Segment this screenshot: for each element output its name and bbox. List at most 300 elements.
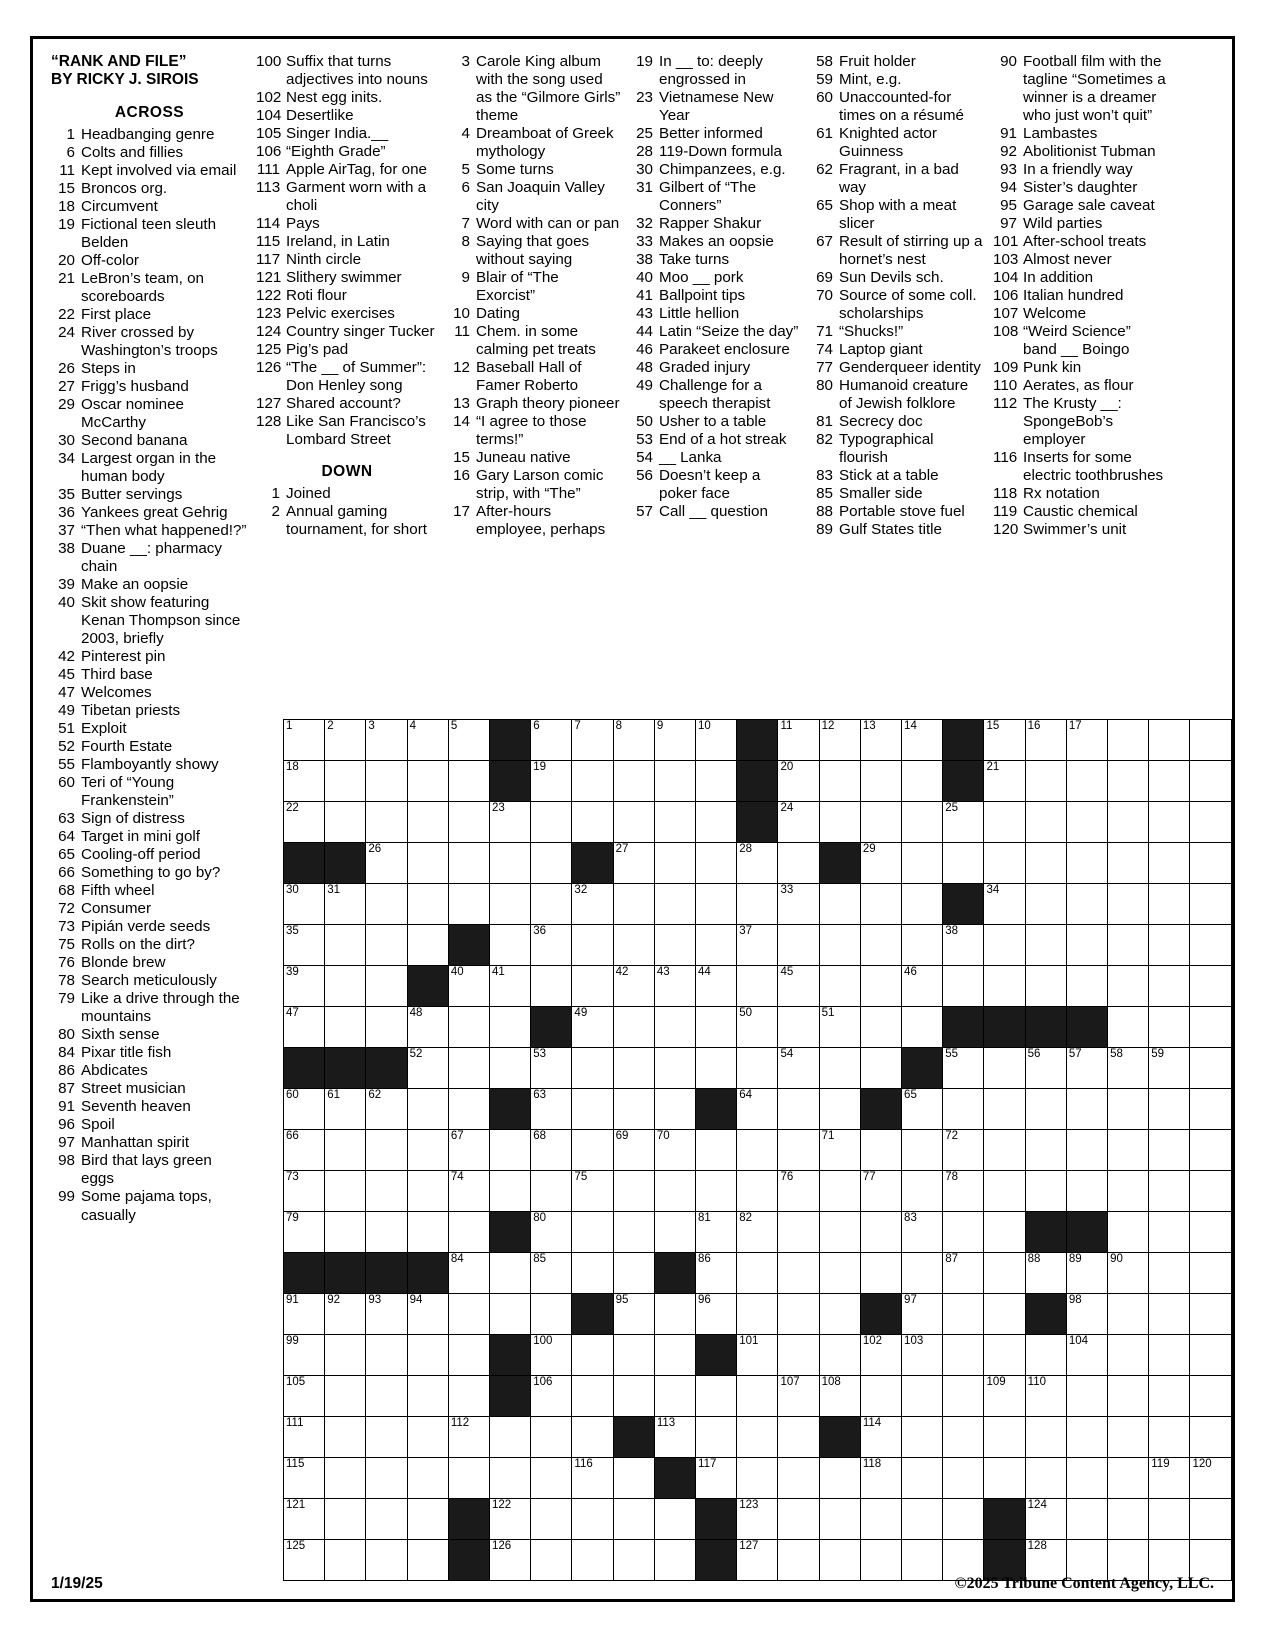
grid-cell[interactable] [490, 1007, 531, 1048]
grid-cell[interactable] [943, 843, 984, 884]
grid-cell[interactable] [407, 884, 448, 925]
grid-cell[interactable] [1066, 1130, 1107, 1171]
grid-cell[interactable] [531, 1253, 572, 1294]
grid-cell[interactable] [366, 720, 407, 761]
grid-cell[interactable] [1190, 802, 1232, 843]
grid-cell[interactable] [1108, 1171, 1149, 1212]
grid-cell[interactable] [613, 761, 654, 802]
grid-cell[interactable] [696, 1130, 737, 1171]
grid-cell[interactable] [284, 1376, 325, 1417]
grid-cell[interactable] [613, 1048, 654, 1089]
grid-cell[interactable] [613, 1253, 654, 1294]
grid-cell[interactable] [366, 884, 407, 925]
grid-cell[interactable] [490, 1458, 531, 1499]
grid-cell[interactable] [737, 1171, 778, 1212]
grid-cell[interactable] [1108, 1253, 1149, 1294]
grid-cell[interactable] [1066, 1335, 1107, 1376]
grid-cell[interactable] [490, 1171, 531, 1212]
grid-cell[interactable] [778, 1417, 819, 1458]
grid-cell[interactable] [613, 720, 654, 761]
grid-cell[interactable] [819, 925, 860, 966]
grid-cell[interactable] [902, 1417, 943, 1458]
grid-cell[interactable] [778, 966, 819, 1007]
grid-cell[interactable] [407, 1376, 448, 1417]
grid-cell[interactable] [1025, 802, 1066, 843]
grid-cell[interactable] [819, 1212, 860, 1253]
grid-cell[interactable] [1149, 1294, 1190, 1335]
grid-cell[interactable] [1025, 1048, 1066, 1089]
grid-cell[interactable] [819, 1089, 860, 1130]
grid-cell[interactable] [531, 925, 572, 966]
grid-cell[interactable] [531, 802, 572, 843]
grid-cell[interactable] [696, 1171, 737, 1212]
grid-cell[interactable] [284, 1212, 325, 1253]
grid-cell[interactable] [572, 720, 613, 761]
grid-cell[interactable] [1149, 1007, 1190, 1048]
grid-cell[interactable] [407, 720, 448, 761]
grid-cell[interactable] [407, 1089, 448, 1130]
grid-cell[interactable] [1149, 1130, 1190, 1171]
grid-cell[interactable] [490, 1417, 531, 1458]
grid-cell[interactable] [490, 1130, 531, 1171]
grid-cell[interactable] [943, 1458, 984, 1499]
grid-cell[interactable] [737, 843, 778, 884]
grid-cell[interactable] [737, 925, 778, 966]
grid-cell[interactable] [1190, 966, 1232, 1007]
grid-cell[interactable] [325, 1335, 366, 1376]
grid-cell[interactable] [654, 1130, 695, 1171]
grid-cell[interactable] [572, 1048, 613, 1089]
grid-cell[interactable] [902, 1458, 943, 1499]
grid-cell[interactable] [654, 1089, 695, 1130]
grid-cell[interactable] [1149, 1253, 1190, 1294]
grid-cell[interactable] [902, 761, 943, 802]
grid-cell[interactable] [696, 1212, 737, 1253]
grid-cell[interactable] [284, 1499, 325, 1540]
grid-cell[interactable] [737, 1335, 778, 1376]
grid-cell[interactable] [1190, 1130, 1232, 1171]
grid-cell[interactable] [654, 1007, 695, 1048]
grid-cell[interactable] [613, 966, 654, 1007]
grid-cell[interactable] [778, 1048, 819, 1089]
grid-cell[interactable] [1066, 966, 1107, 1007]
grid-cell[interactable] [1025, 761, 1066, 802]
grid-cell[interactable] [572, 1458, 613, 1499]
grid-cell[interactable] [654, 802, 695, 843]
grid-cell[interactable] [819, 966, 860, 1007]
grid-cell[interactable] [1066, 925, 1107, 966]
grid-cell[interactable] [696, 1048, 737, 1089]
grid-cell[interactable] [531, 1048, 572, 1089]
grid-cell[interactable] [1149, 802, 1190, 843]
grid-cell[interactable] [572, 1171, 613, 1212]
grid-cell[interactable] [778, 1253, 819, 1294]
grid-cell[interactable] [860, 1499, 901, 1540]
grid-cell[interactable] [325, 1171, 366, 1212]
grid-cell[interactable] [531, 720, 572, 761]
grid-cell[interactable] [943, 802, 984, 843]
grid-cell[interactable] [572, 1335, 613, 1376]
grid-cell[interactable] [1190, 1171, 1232, 1212]
grid-cell[interactable] [1025, 1417, 1066, 1458]
grid-cell[interactable] [366, 802, 407, 843]
grid-cell[interactable] [284, 966, 325, 1007]
grid-cell[interactable] [737, 1417, 778, 1458]
grid-cell[interactable] [778, 1458, 819, 1499]
grid-cell[interactable] [613, 1171, 654, 1212]
grid-cell[interactable] [531, 761, 572, 802]
grid-cell[interactable] [407, 1212, 448, 1253]
grid-cell[interactable] [1108, 1376, 1149, 1417]
grid-cell[interactable] [366, 966, 407, 1007]
grid-cell[interactable] [284, 1171, 325, 1212]
grid-cell[interactable] [778, 884, 819, 925]
grid-cell[interactable] [1066, 843, 1107, 884]
grid-cell[interactable] [778, 1089, 819, 1130]
grid-cell[interactable] [902, 1089, 943, 1130]
grid-cell[interactable] [1108, 1294, 1149, 1335]
grid-cell[interactable] [778, 1130, 819, 1171]
grid-cell[interactable] [654, 1048, 695, 1089]
grid-cell[interactable] [1025, 966, 1066, 1007]
grid-cell[interactable] [448, 843, 489, 884]
grid-cell[interactable] [654, 761, 695, 802]
grid-cell[interactable] [490, 843, 531, 884]
grid-cell[interactable] [778, 1294, 819, 1335]
grid-cell[interactable] [613, 1212, 654, 1253]
grid-cell[interactable] [407, 1007, 448, 1048]
grid-cell[interactable] [366, 1007, 407, 1048]
grid-cell[interactable] [1025, 1089, 1066, 1130]
grid-cell[interactable] [943, 1253, 984, 1294]
grid-cell[interactable] [1025, 1253, 1066, 1294]
grid-cell[interactable] [654, 1171, 695, 1212]
grid-cell[interactable] [1149, 843, 1190, 884]
grid-cell[interactable] [325, 1458, 366, 1499]
grid-cell[interactable] [490, 1048, 531, 1089]
grid-cell[interactable] [860, 1212, 901, 1253]
grid-cell[interactable] [1190, 1376, 1232, 1417]
grid-cell[interactable] [696, 1417, 737, 1458]
grid-cell[interactable] [490, 1499, 531, 1540]
grid-cell[interactable] [448, 1417, 489, 1458]
grid-cell[interactable] [572, 1253, 613, 1294]
grid-cell[interactable] [1190, 1253, 1232, 1294]
grid-cell[interactable] [572, 966, 613, 1007]
grid-cell[interactable] [860, 925, 901, 966]
grid-cell[interactable] [366, 1130, 407, 1171]
grid-cell[interactable] [1108, 1048, 1149, 1089]
grid-cell[interactable] [284, 1417, 325, 1458]
grid-cell[interactable] [943, 1417, 984, 1458]
grid-cell[interactable] [1108, 761, 1149, 802]
grid-cell[interactable] [737, 1499, 778, 1540]
grid-cell[interactable] [984, 1089, 1025, 1130]
grid-cell[interactable] [366, 1212, 407, 1253]
grid-cell[interactable] [943, 1499, 984, 1540]
grid-cell[interactable] [613, 1458, 654, 1499]
grid-cell[interactable] [860, 1130, 901, 1171]
grid-cell[interactable] [778, 1212, 819, 1253]
grid-cell[interactable] [819, 802, 860, 843]
grid-cell[interactable] [902, 843, 943, 884]
grid-cell[interactable] [407, 1417, 448, 1458]
grid-cell[interactable] [1066, 884, 1107, 925]
grid-cell[interactable] [366, 1335, 407, 1376]
grid-cell[interactable] [284, 925, 325, 966]
grid-cell[interactable] [325, 925, 366, 966]
grid-cell[interactable] [984, 1335, 1025, 1376]
grid-cell[interactable] [1108, 1212, 1149, 1253]
grid-cell[interactable] [943, 925, 984, 966]
grid-cell[interactable] [325, 1376, 366, 1417]
grid-cell[interactable] [902, 802, 943, 843]
crossword-grid-table[interactable] [283, 719, 1232, 1581]
grid-cell[interactable] [613, 884, 654, 925]
grid-cell[interactable] [860, 1007, 901, 1048]
grid-cell[interactable] [1066, 1417, 1107, 1458]
grid-cell[interactable] [819, 1048, 860, 1089]
grid-cell[interactable] [1190, 884, 1232, 925]
grid-cell[interactable] [284, 1007, 325, 1048]
grid-cell[interactable] [1066, 1376, 1107, 1417]
grid-cell[interactable] [325, 1212, 366, 1253]
grid-cell[interactable] [696, 1376, 737, 1417]
grid-cell[interactable] [1149, 1376, 1190, 1417]
grid-cell[interactable] [984, 925, 1025, 966]
grid-cell[interactable] [984, 1130, 1025, 1171]
grid-cell[interactable] [325, 761, 366, 802]
grid-cell[interactable] [860, 1048, 901, 1089]
grid-cell[interactable] [1025, 1499, 1066, 1540]
grid-cell[interactable] [819, 1376, 860, 1417]
grid-cell[interactable] [860, 720, 901, 761]
grid-cell[interactable] [654, 843, 695, 884]
grid-cell[interactable] [531, 1171, 572, 1212]
grid-cell[interactable] [448, 1089, 489, 1130]
grid-cell[interactable] [448, 1048, 489, 1089]
grid-cell[interactable] [737, 1376, 778, 1417]
grid-cell[interactable] [902, 925, 943, 966]
grid-cell[interactable] [778, 843, 819, 884]
grid-cell[interactable] [284, 1335, 325, 1376]
grid-cell[interactable] [613, 1335, 654, 1376]
grid-cell[interactable] [902, 1499, 943, 1540]
grid-cell[interactable] [984, 802, 1025, 843]
grid-cell[interactable] [1066, 720, 1107, 761]
grid-cell[interactable] [984, 720, 1025, 761]
grid-cell[interactable] [1066, 802, 1107, 843]
grid-cell[interactable] [984, 761, 1025, 802]
grid-cell[interactable] [819, 1335, 860, 1376]
grid-cell[interactable] [819, 1171, 860, 1212]
grid-cell[interactable] [696, 966, 737, 1007]
grid-cell[interactable] [819, 720, 860, 761]
grid-cell[interactable] [531, 1499, 572, 1540]
grid-cell[interactable] [1066, 761, 1107, 802]
grid-cell[interactable] [860, 1417, 901, 1458]
grid-cell[interactable] [860, 884, 901, 925]
grid-cell[interactable] [1108, 1089, 1149, 1130]
grid-cell[interactable] [902, 1212, 943, 1253]
grid-cell[interactable] [984, 1212, 1025, 1253]
grid-cell[interactable] [984, 843, 1025, 884]
grid-cell[interactable] [1149, 1089, 1190, 1130]
grid-cell[interactable] [737, 1048, 778, 1089]
grid-cell[interactable] [613, 1499, 654, 1540]
grid-cell[interactable] [613, 1007, 654, 1048]
grid-cell[interactable] [737, 1007, 778, 1048]
grid-cell[interactable] [654, 720, 695, 761]
grid-cell[interactable] [1190, 1458, 1232, 1499]
grid-cell[interactable] [1190, 720, 1232, 761]
grid-cell[interactable] [819, 1499, 860, 1540]
grid-cell[interactable] [1108, 1335, 1149, 1376]
grid-cell[interactable] [984, 884, 1025, 925]
grid-cell[interactable] [654, 966, 695, 1007]
grid-cell[interactable] [860, 761, 901, 802]
grid-cell[interactable] [448, 1007, 489, 1048]
grid-cell[interactable] [572, 1376, 613, 1417]
grid-cell[interactable] [1066, 1499, 1107, 1540]
grid-cell[interactable] [325, 1089, 366, 1130]
grid-cell[interactable] [490, 1294, 531, 1335]
grid-cell[interactable] [531, 1458, 572, 1499]
grid-cell[interactable] [448, 1253, 489, 1294]
grid-cell[interactable] [284, 1458, 325, 1499]
grid-cell[interactable] [1025, 843, 1066, 884]
grid-cell[interactable] [1108, 720, 1149, 761]
grid-cell[interactable] [613, 1294, 654, 1335]
grid-cell[interactable] [654, 1212, 695, 1253]
grid-cell[interactable] [819, 1294, 860, 1335]
grid-cell[interactable] [490, 966, 531, 1007]
grid-cell[interactable] [531, 966, 572, 1007]
grid-cell[interactable] [1149, 720, 1190, 761]
grid-cell[interactable] [325, 1294, 366, 1335]
grid-cell[interactable] [325, 1417, 366, 1458]
grid-cell[interactable] [737, 1294, 778, 1335]
grid-cell[interactable] [1108, 1417, 1149, 1458]
grid-cell[interactable] [531, 843, 572, 884]
grid-cell[interactable] [531, 884, 572, 925]
grid-cell[interactable] [284, 720, 325, 761]
grid-cell[interactable] [407, 1294, 448, 1335]
grid-cell[interactable] [366, 761, 407, 802]
grid-cell[interactable] [860, 1253, 901, 1294]
grid-cell[interactable] [572, 761, 613, 802]
grid-cell[interactable] [407, 761, 448, 802]
grid-cell[interactable] [860, 843, 901, 884]
grid-cell[interactable] [572, 1007, 613, 1048]
grid-cell[interactable] [284, 802, 325, 843]
grid-cell[interactable] [531, 1376, 572, 1417]
grid-cell[interactable] [819, 1458, 860, 1499]
grid-cell[interactable] [1149, 925, 1190, 966]
grid-cell[interactable] [366, 1417, 407, 1458]
grid-cell[interactable] [860, 1376, 901, 1417]
grid-cell[interactable] [490, 884, 531, 925]
grid-cell[interactable] [448, 884, 489, 925]
crossword-grid[interactable] [283, 719, 1232, 1581]
grid-cell[interactable] [448, 1212, 489, 1253]
grid-cell[interactable] [1066, 1458, 1107, 1499]
grid-cell[interactable] [490, 802, 531, 843]
grid-cell[interactable] [1190, 843, 1232, 884]
grid-cell[interactable] [654, 1417, 695, 1458]
grid-cell[interactable] [654, 925, 695, 966]
grid-cell[interactable] [902, 1253, 943, 1294]
grid-cell[interactable] [902, 1335, 943, 1376]
grid-cell[interactable] [943, 1130, 984, 1171]
grid-cell[interactable] [531, 1335, 572, 1376]
grid-cell[interactable] [531, 1294, 572, 1335]
grid-cell[interactable] [984, 1417, 1025, 1458]
grid-cell[interactable] [860, 1335, 901, 1376]
grid-cell[interactable] [654, 1294, 695, 1335]
grid-cell[interactable] [984, 966, 1025, 1007]
grid-cell[interactable] [737, 1458, 778, 1499]
grid-cell[interactable] [696, 720, 737, 761]
grid-cell[interactable] [1025, 884, 1066, 925]
grid-cell[interactable] [984, 1458, 1025, 1499]
grid-cell[interactable] [984, 1294, 1025, 1335]
grid-cell[interactable] [1149, 1458, 1190, 1499]
grid-cell[interactable] [1108, 843, 1149, 884]
grid-cell[interactable] [737, 1253, 778, 1294]
grid-cell[interactable] [696, 1458, 737, 1499]
grid-cell[interactable] [1108, 802, 1149, 843]
grid-cell[interactable] [366, 925, 407, 966]
grid-cell[interactable] [572, 1089, 613, 1130]
grid-cell[interactable] [1190, 1007, 1232, 1048]
grid-cell[interactable] [1149, 1048, 1190, 1089]
grid-cell[interactable] [366, 1499, 407, 1540]
grid-cell[interactable] [407, 1171, 448, 1212]
grid-cell[interactable] [448, 1376, 489, 1417]
grid-cell[interactable] [778, 1499, 819, 1540]
grid-cell[interactable] [1108, 925, 1149, 966]
grid-cell[interactable] [1190, 1089, 1232, 1130]
grid-cell[interactable] [860, 802, 901, 843]
grid-cell[interactable] [1025, 1335, 1066, 1376]
grid-cell[interactable] [654, 1376, 695, 1417]
grid-cell[interactable] [1149, 1499, 1190, 1540]
grid-cell[interactable] [1190, 1417, 1232, 1458]
grid-cell[interactable] [1025, 1376, 1066, 1417]
grid-cell[interactable] [572, 1499, 613, 1540]
grid-cell[interactable] [1149, 1171, 1190, 1212]
grid-cell[interactable] [1190, 1294, 1232, 1335]
grid-cell[interactable] [284, 1089, 325, 1130]
grid-cell[interactable] [325, 802, 366, 843]
grid-cell[interactable] [448, 966, 489, 1007]
grid-cell[interactable] [366, 1171, 407, 1212]
grid-cell[interactable] [778, 1171, 819, 1212]
grid-cell[interactable] [1149, 1417, 1190, 1458]
grid-cell[interactable] [1190, 1048, 1232, 1089]
grid-cell[interactable] [1190, 1335, 1232, 1376]
grid-cell[interactable] [1149, 966, 1190, 1007]
grid-cell[interactable] [778, 720, 819, 761]
grid-cell[interactable] [1025, 720, 1066, 761]
grid-cell[interactable] [943, 1335, 984, 1376]
grid-cell[interactable] [572, 802, 613, 843]
grid-cell[interactable] [613, 1130, 654, 1171]
grid-cell[interactable] [778, 761, 819, 802]
grid-cell[interactable] [572, 925, 613, 966]
grid-cell[interactable] [860, 966, 901, 1007]
